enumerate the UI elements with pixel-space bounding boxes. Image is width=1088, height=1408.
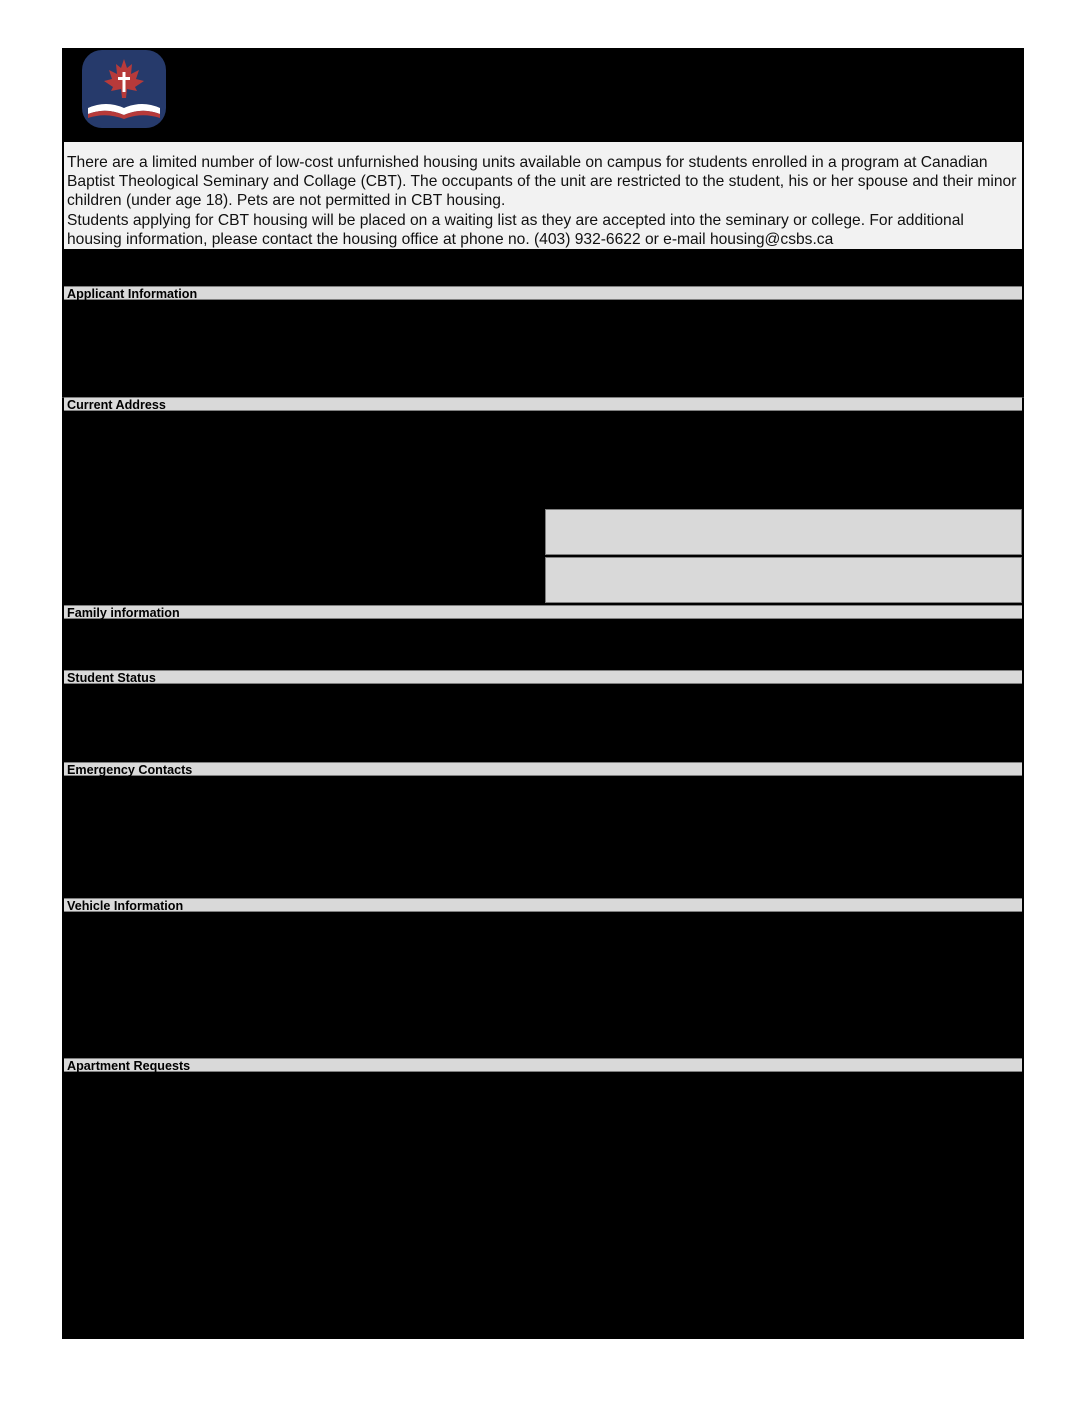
seminary-logo [82,50,166,128]
housing-application-form [62,48,1024,1339]
section-header-emergency-contacts: Emergency Contacts [64,762,1022,776]
address-field-gray-cell[interactable] [545,557,1022,603]
section-header-apartment-requests: Apartment Requests [64,1058,1022,1072]
section-header-current-address: Current Address [64,397,1022,411]
intro-paragraph-waiting-list: Students applying for CBT housing will be placed on a waiting list as they are accepted into the seminary or college. For additional housing information, please contact the housing office at phone no. (403) 932-6622 or e-mail housing@csbs.ca [67,211,964,248]
section-header-applicant-information: Applicant Information [64,286,1022,300]
address-field-gray-cell[interactable] [545,509,1022,555]
intro-text-box [64,142,1022,249]
section-header-family-information: Family information [64,605,1022,619]
section-header-student-status: Student Status [64,670,1022,684]
intro-paragraph-eligibility: There are a limited number of low-cost unfurnished housing units available on campus for students enrolled in a program at Canadian Baptist Theological Seminary and Collage (CBT). The occupants of the unit are restricted to the student, his or her spouse and their minor children (under age 18). Pets are not permitted in CBT housing. [67,154,1017,210]
section-header-vehicle-information: Vehicle Information [64,898,1022,912]
